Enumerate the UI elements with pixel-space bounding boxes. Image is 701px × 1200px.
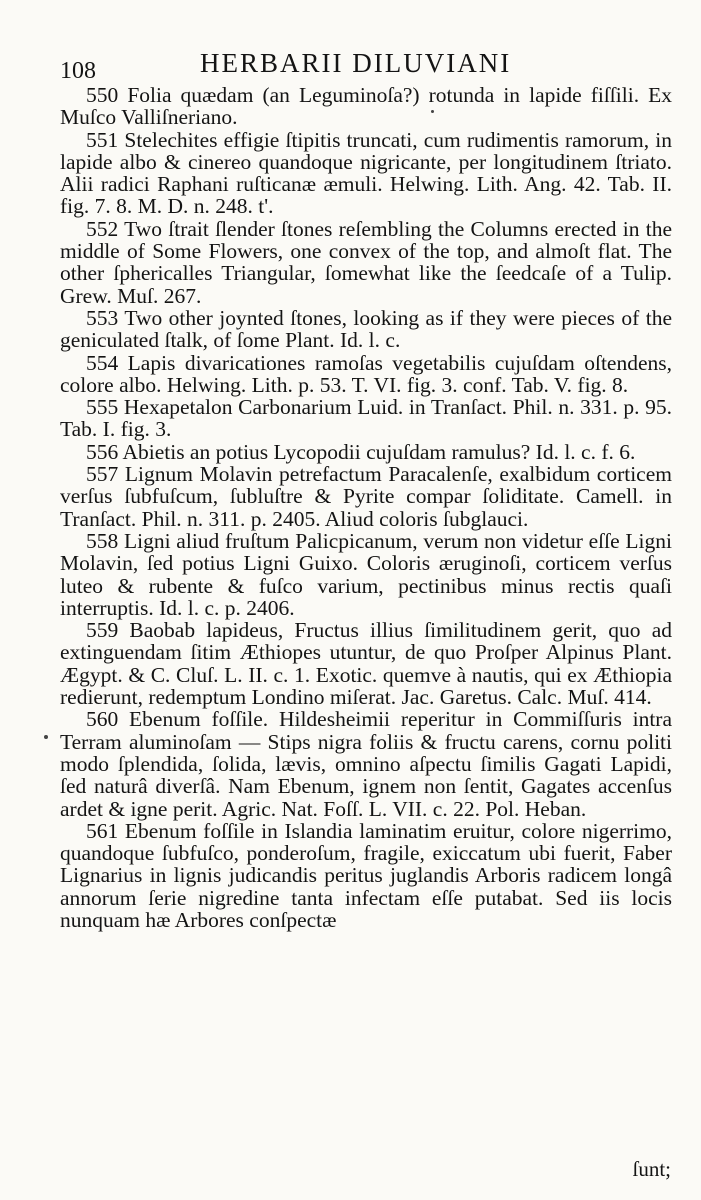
ink-speck: [44, 735, 48, 739]
running-title: HERBARII DILUVIANI: [200, 48, 512, 78]
entry-text: Baobab lapideus, Fructus illius ſimilitudinem gerit, quo ad extinguendam ſitim Æthiopes utuntur, de quo Proſper Alpinus Plant. Ægypt. & C. Cluſ. L. II. c. 1. Exotic. quemve à nautis, qui ex Æthiopia redierunt, redemptum Londino miſerat. Jac. Garetus. Calc. Muſ. 414.: [60, 618, 672, 710]
entry-560: [60, 708, 672, 819]
entry-text: Lapis divaricationes ramoſas vegetabilis cujuſdam oſtendens, colore albo. Helwing. Lith. p. 53. T. VI. fig. 3. conf. Tab. V. fig. 8.: [60, 350, 672, 397]
entry-558: [60, 530, 672, 619]
entry-number: 554: [86, 350, 119, 375]
entry-number: 555: [86, 395, 119, 420]
entry-text: Folia quædam (an Leguminoſa?) rotunda in lapide fiſſili. Ex Muſco Valliſneriano.: [60, 83, 673, 130]
entry-number: 551: [86, 127, 119, 152]
entry-text: Stelechites effigie ſtipitis truncati, cum rudimentis ramorum, in lapide albo & cinereo quandoque nigricante, per longitudinem ſtriato. Alii radici Raphani ruſticanæ æmuli. Helwing. Lith. Ang. 42. Tab. II. fig. 7. 8. M. D. n. 248. t'.: [60, 127, 672, 219]
entry-550: [60, 84, 672, 129]
entry-text: Ebenum foſſile. Hildesheimii reperitur in Commiſſuris intra Terram aluminoſam — Stips nigra foliis & fructu carens, cornu politi modo ſplendida, ſolida, lævis, omnino aſpectu ſimilis Gagati Lapidi, ſed naturâ diverſâ. Nam Ebenum, ignem non ſentit, Gagates accenſus ardet & igne perit. Agric. Nat. Foſſ. L. VII. c. 22. Pol. Heban.: [60, 707, 672, 821]
entry-555: [60, 396, 672, 441]
entry-number: 553: [86, 305, 119, 330]
entry-text: Hexapetalon Carbonarium Luid. in Tranſact. Phil. n. 331. p. 95. Tab. I. fig. 3.: [60, 395, 673, 442]
entry-number: 556: [86, 439, 119, 464]
entry-text: Ligni aliud fruſtum Palicpicanum, verum non videtur eſſe Ligni Molavin, ſed potius Ligni Guixo. Coloris æruginoſi, corticem verſus luteo & rubente & fuſco varium, pectinibus minus rectis quaſi interruptis. Id. l. c. p. 2406.: [60, 528, 672, 620]
entry-552: [60, 218, 672, 307]
entry-text: Two ſtrait ſlender ſtones reſembling the Columns erected in the middle of Some Flowers, one convex of the top, and almoſt flat. The other ſphericalles Triangular, ſomewhat like the ſeedcaſe of a Tulip. Grew. Muſ. 267.: [60, 216, 672, 308]
entry-text: Lignum Molavin petrefactum Paracalenſe, exalbidum corticem verſus ſubfuſcum, ſubluſtre & Pyrite compar ſoliditate. Camell. in Tranſact. Phil. n. 311. p. 2405. Aliud coloris ſubglauci.: [60, 462, 672, 531]
entry-551: [60, 129, 672, 218]
entry-number: 550: [86, 83, 119, 107]
catchword: ſunt;: [632, 1157, 671, 1181]
entry-556: [60, 441, 672, 463]
entry-text: Abietis an potius Lycopodii cujuſdam ramulus? Id. l. c. f. 6.: [122, 439, 636, 464]
entry-text: Two other joynted ſtones, looking as if they were pieces of the geniculated ſtalk, of ſome Plant. Id. l. c.: [60, 305, 672, 353]
entry-number: 561: [86, 818, 119, 843]
page-number: 108: [60, 58, 96, 84]
entry-553: [60, 307, 672, 352]
entry-text: Ebenum foſſile in Islandia laminatim eruitur, colore nigerrimo, quandoque ſubfuſco, ponderoſum, fragile, exiccatum ubi fuerit, Faber Lignarius in lignis judicandis peritus juglandis Arboris radicem longâ annorum ſerie nigredine tanta infectam eſſe putabat. Sed iis locis nunquam hæ Arbores conſpectæ: [60, 818, 672, 932]
entry-number: 558: [86, 528, 119, 553]
ink-speck: [431, 110, 434, 113]
page-header: [60, 44, 680, 88]
entry-557: [60, 463, 672, 530]
entry-561: [60, 820, 672, 931]
entry-number: 552: [86, 216, 119, 241]
entry-559: [60, 619, 672, 708]
entry-number: 557: [86, 462, 119, 487]
entries-list: [60, 84, 672, 931]
entry-number: 559: [86, 618, 119, 643]
entry-number: 560: [86, 707, 119, 732]
entry-554: [60, 352, 672, 397]
